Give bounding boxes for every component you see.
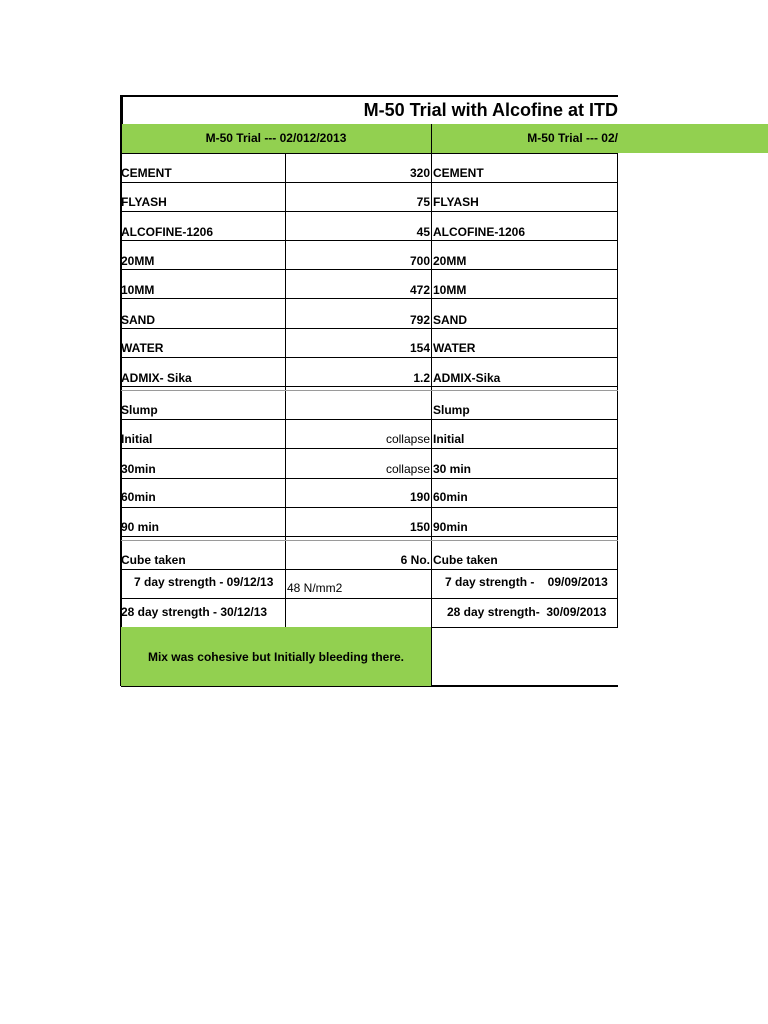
trial-1-label-cube: Cube taken bbox=[121, 553, 186, 567]
row-line bbox=[121, 182, 618, 183]
trial-1-label-slump: Slump bbox=[121, 403, 158, 417]
trial-2-label-flyash: FLYASH bbox=[433, 195, 479, 209]
trial-2-label-alcofine: ALCOFINE-1206 bbox=[433, 225, 526, 239]
trial-1-value-10mm: 472 bbox=[409, 283, 430, 297]
trial-2-label-initial: Initial bbox=[433, 432, 465, 446]
trial-2-label-7day: 7 day strength - 09/09/2013 bbox=[445, 575, 608, 589]
trial-1-label-30min: 30min bbox=[121, 462, 156, 476]
trial-1-label-alcofine: ALCOFINE-1206 bbox=[121, 225, 214, 239]
row-line bbox=[121, 507, 618, 508]
row-line bbox=[121, 448, 618, 449]
row-line bbox=[121, 328, 618, 329]
observation-note-text: Mix was cohesive but Initially bleeding there. bbox=[147, 649, 405, 664]
trial-1-value-90min: 150 bbox=[409, 520, 430, 534]
trial-2-label-20mm: 20MM bbox=[433, 254, 467, 268]
row-line bbox=[121, 419, 618, 420]
row-line bbox=[121, 298, 618, 299]
note-top-border bbox=[431, 627, 618, 628]
trial-2-label-30min: 30 min bbox=[433, 462, 472, 476]
trial-1-label-initial: Initial bbox=[121, 432, 153, 446]
trial-2-header: M-50 Trial --- 02/ bbox=[527, 131, 618, 145]
trial-1-value-sand: 792 bbox=[409, 313, 430, 327]
row-line bbox=[121, 598, 618, 599]
trial-1-label-90min: 90 min bbox=[121, 520, 160, 534]
row-line bbox=[121, 153, 618, 154]
trial-2-label-cube: Cube taken bbox=[433, 553, 498, 567]
trial-1-value-7day: 48 N/mm2 bbox=[287, 581, 343, 595]
trial-2-label-water: WATER bbox=[433, 341, 476, 355]
trial-1-value-20mm: 700 bbox=[409, 254, 430, 268]
row-line bbox=[121, 386, 618, 387]
row-line-double bbox=[121, 540, 618, 541]
row-line bbox=[121, 269, 618, 270]
trial-1-label-sand: SAND bbox=[121, 313, 156, 327]
row-line bbox=[121, 211, 618, 212]
trial-1-value-cement: 320 bbox=[409, 166, 430, 180]
row-line bbox=[121, 536, 618, 537]
trial-1-label-28day: 28 day strength - 30/12/13 bbox=[121, 605, 268, 619]
trial-1-label-7day: 7 day strength - 09/12/13 bbox=[134, 575, 274, 589]
observation-note bbox=[121, 627, 431, 686]
trial-2-label-28day: 28 day strength- 30/09/2013 bbox=[447, 605, 607, 619]
trial-1-label-flyash: FLYASH bbox=[121, 195, 167, 209]
trial-2-label-sand: SAND bbox=[433, 313, 468, 327]
trial-1-header: M-50 Trial --- 02/012/2013 bbox=[205, 131, 347, 145]
trial-1-value-alcofine: 45 bbox=[416, 225, 430, 239]
trial-1-label-20mm: 20MM bbox=[121, 254, 155, 268]
trial-1-value-30min: collapse bbox=[385, 462, 430, 476]
trial-1-value-water: 154 bbox=[409, 341, 430, 355]
trial-2-label-cement: CEMENT bbox=[433, 166, 484, 180]
trial-2-label-10mm: 10MM bbox=[433, 283, 467, 297]
col-divider-2 bbox=[431, 124, 432, 686]
trial-2-label-slump: Slump bbox=[433, 403, 470, 417]
row-line bbox=[121, 478, 618, 479]
row-line-double bbox=[121, 390, 618, 391]
trial-1-label-water: WATER bbox=[121, 341, 164, 355]
trial-1-label-cement: CEMENT bbox=[121, 166, 172, 180]
trial-2-label-90min: 90min bbox=[433, 520, 468, 534]
trial-1-label-60min: 60min bbox=[121, 490, 156, 504]
row-line bbox=[121, 357, 618, 358]
trial-1-value-cube: 6 No. bbox=[400, 553, 430, 567]
row-line bbox=[121, 569, 618, 570]
trial-1-value-initial: collapse bbox=[385, 432, 430, 446]
trial-1-value-flyash: 75 bbox=[416, 195, 430, 209]
trial-2-label-admix: ADMIX-Sika bbox=[433, 371, 501, 385]
trial-1-value-admix: 1.2 bbox=[413, 371, 430, 385]
trial-1-value-60min: 190 bbox=[409, 490, 430, 504]
sheet-title: M-50 Trial with Alcofine at ITD bbox=[121, 95, 618, 124]
row-line bbox=[121, 240, 618, 241]
trial-1-label-admix: ADMIX- Sika bbox=[121, 371, 192, 385]
trial-2-label-60min: 60min bbox=[433, 490, 468, 504]
trial-1-label-10mm: 10MM bbox=[121, 283, 155, 297]
